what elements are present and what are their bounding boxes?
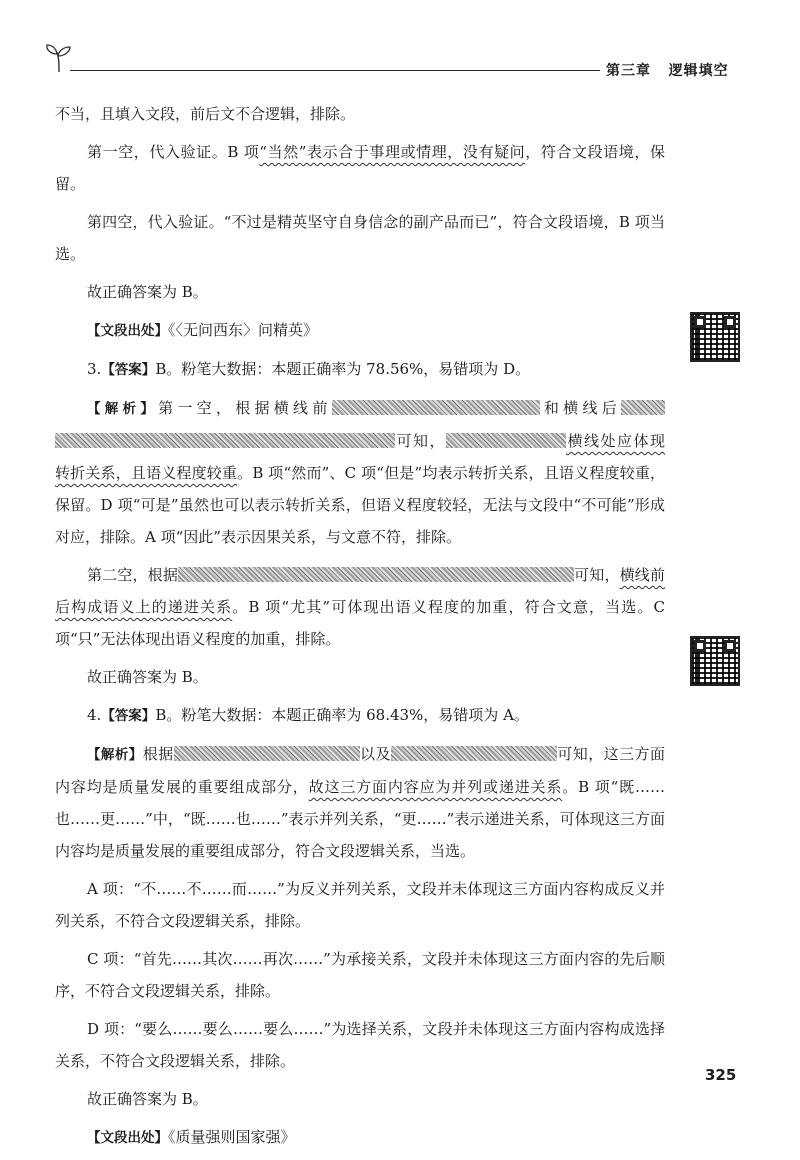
redacted-text <box>178 567 574 582</box>
analysis-q4: 【解析】根据 以及 可知，这三方面内容均是质量发展的重要组成部分，故这三方面内容应为并列或递进关系。B 项“既……也……更……”中，“既……也……”表示并列关系，“更……”表示递进关系，可体现这三方面内容均是质量发展的重要组成部分，符合文段逻辑关系，当选。 <box>55 745 665 860</box>
source-line: 【文段出处】《质量强则国家强》 <box>87 1128 296 1146</box>
paragraph: 故正确答案为 B。 <box>87 283 208 301</box>
source-line: 【文段出处】《〈无问西东〉问精英》 <box>87 321 319 339</box>
page-content <box>55 98 665 1160</box>
page-number: 325 <box>705 1066 737 1084</box>
answer-line-q3: 3.【答案】B。粉笔大数据：本题正确率为 78.56%，易错项为 D。 <box>87 360 531 378</box>
redacted-text <box>621 400 665 415</box>
chapter-header <box>606 60 729 80</box>
answer-line-q4: 4.【答案】B。粉笔大数据：本题正确率为 68.43%，易错项为 A。 <box>87 706 529 724</box>
section-label: 逻辑填空 <box>668 63 729 79</box>
paragraph: 不当，且填入文段，前后文不合逻辑，排除。 <box>55 105 356 123</box>
paragraph: 故正确答案为 B。 <box>87 668 208 686</box>
qr-code-icon[interactable] <box>690 636 740 686</box>
header-rule <box>70 70 600 71</box>
option-c-analysis: C 项：“首先……其次……再次……”为承接关系，文段并未体现这三方面内容的先后顺序，不符合文段逻辑关系，排除。 <box>55 950 665 1000</box>
redacted-text <box>55 433 395 448</box>
redacted-text <box>391 746 557 761</box>
chapter-label: 第三章 <box>606 63 651 79</box>
analysis-q3-blank2: 第二空，根据 可知，横线前后构成语义上的递进关系。B 项“尤其”可体现出语义程度的加重，符合文意，当选。C 项“只”无法体现出语义程度的加重，排除。 <box>55 566 665 648</box>
paragraph: 故正确答案为 B。 <box>87 1090 208 1108</box>
qr-code-icon[interactable] <box>690 312 740 362</box>
redacted-text <box>446 433 566 448</box>
option-a-analysis: A 项：“不……不……而……”为反义并列关系，文段并未体现这三方面内容构成反义并列关系，不符合文段逻辑关系，排除。 <box>55 880 665 930</box>
analysis-q3: 【解析】第一空，根据横线前 和横线后可知， 横线处应体现转折关系，且语义程度较重。B 项“然而”、C 项“但是”均表示转折关系，且语义程度较重，保留。D 项“可是”虽然也可以表示转折关系，但语义程度较轻，无法与文段中“不可能”形成对应，排除。A 项“因此”表示因果关系，与文意不符，排除。 <box>55 399 665 546</box>
option-d-analysis: D 项：“要么……要么……要么……”为选择关系，文段并未体现这三方面内容构成选择关系，不符合文段逻辑关系，排除。 <box>55 1020 665 1070</box>
paragraph: 第四空，代入验证。“不过是精英坚守自身信念的副产品而已”，符合文段语境，B 项当选。 <box>55 213 665 263</box>
paragraph: 第一空，代入验证。B 项“当然”表示合于事理或情理，没有疑问，符合文段语境，保留。 <box>55 143 665 193</box>
redacted-text <box>174 746 360 761</box>
redacted-text <box>332 400 540 415</box>
